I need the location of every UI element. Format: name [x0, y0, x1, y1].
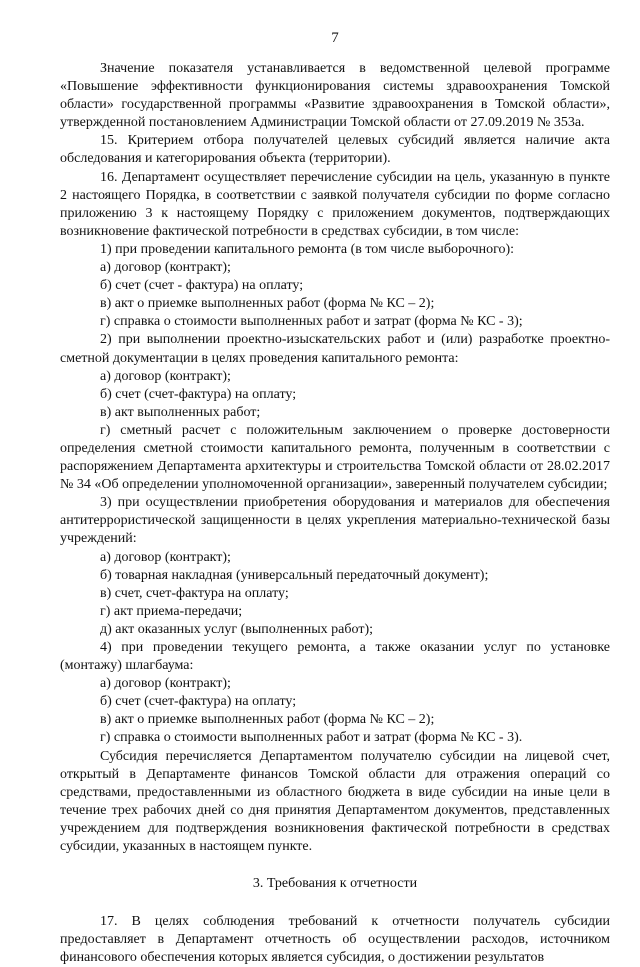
paragraph: 4) при проведении текущего ремонта, а также оказании услуг по установке (монтажу) шлагбаума: [60, 640, 610, 674]
paragraph: Субсидия перечисляется Департаментом получателю субсидии на лицевой счет, открытый в Департаменте финансов Томской области для отражения операций со средствами, предоставленными из областного бюджета в виде субсидии на иные цели в течение трех рабочих дней со дня принятия Департаментом документов, представленных учреждением для подтверждения возникновения фактической потребности в средствах субсидии, указанных в настоящем пункте. [60, 748, 610, 855]
paragraph: в) акт выполненных работ; [100, 404, 261, 420]
section-heading: 3. Требования к отчетности [252, 876, 418, 892]
paragraph: в) акт о приемке выполненных работ (форма № КС – 2); [100, 296, 435, 312]
paragraph: в) акт о приемке выполненных работ (форма № КС – 2); [100, 712, 435, 728]
paragraph: б) счет (счет - фактура) на оплату; [100, 278, 304, 294]
body-text-before [60, 60, 610, 856]
paragraph: 3) при осуществлении приобретения оборудования и материалов для обеспечения антитеррористической защищенности в целях укрепления материально-технической базы учреждений: [60, 495, 610, 547]
paragraph: Значение показателя устанавливается в ведомственной целевой программе «Повышение эффективности функционирования системы здравоохранения Томской области» государственной программы «Развитие здравоохранения в Томской области», утвержденной постановлением Администрации Томской области от 27.09.2019 № 353а. [60, 61, 610, 131]
paragraph: а) договор (контракт); [100, 676, 231, 692]
paragraph: г) справка о стоимости выполненных работ и затрат (форма № КС - 3). [100, 730, 523, 746]
body-text-after [60, 913, 610, 967]
paragraph: г) справка о стоимости выполненных работ и затрат (форма № КС - 3); [100, 314, 523, 330]
paragraph: а) договор (контракт); [100, 549, 231, 565]
paragraph: б) счет (счет-фактура) на оплату; [100, 386, 297, 402]
paragraph: б) счет (счет-фактура) на оплату; [100, 694, 297, 710]
paragraph: 1) при проведении капитального ремонта (в том числе выборочного): [100, 241, 515, 257]
paragraph: а) договор (контракт); [100, 260, 231, 276]
paragraph: 15. Критерием отбора получателей целевых субсидий является наличие акта обследования и категорирования объекта (территории). [60, 133, 610, 167]
page-number: 7 [331, 30, 339, 46]
paragraph: в) счет, счет-фактура на оплату; [100, 585, 289, 601]
paragraph: б) товарная накладная (универсальный передаточный документ); [100, 567, 489, 583]
paragraph: а) договор (контракт); [100, 368, 231, 384]
paragraph: г) акт приема-передачи; [100, 603, 243, 619]
paragraph: 16. Департамент осуществляет перечисление субсидии на цель, указанную в пункте 2 настоящего Порядка, в соответствии с заявкой получателя субсидии по форме согласно приложению 3 к настоящему Порядку с приложением документов, подтверждающих возникновение фактической потребности в средствах субсидии, в том числе: [60, 169, 610, 239]
document-page [60, 28, 610, 967]
paragraph: 17. В целях соблюдения требований к отчетности получатель субсидии предоставляет в Департамент отчетность об осуществлении расходов, источником финансового обеспечения которых является субсидия, о достижении результатов [60, 914, 610, 966]
paragraph: г) сметный расчет с положительным заключением о проверке достоверности определения сметной стоимости капитального ремонта, полученным в соответствии с распоряжением Департамента архитектуры и строительства Томской области от 28.02.2017 № 34 «Об определении уполномоченной организации», заверенный получателем субсидии; [60, 422, 610, 493]
paragraph: 2) при выполнении проектно-изыскательских работ и (или) разработке проектно-сметной документации в целях проведения капитального ремонта: [60, 332, 610, 366]
paragraph: д) акт оказанных услуг (выполненных работ); [100, 621, 374, 637]
